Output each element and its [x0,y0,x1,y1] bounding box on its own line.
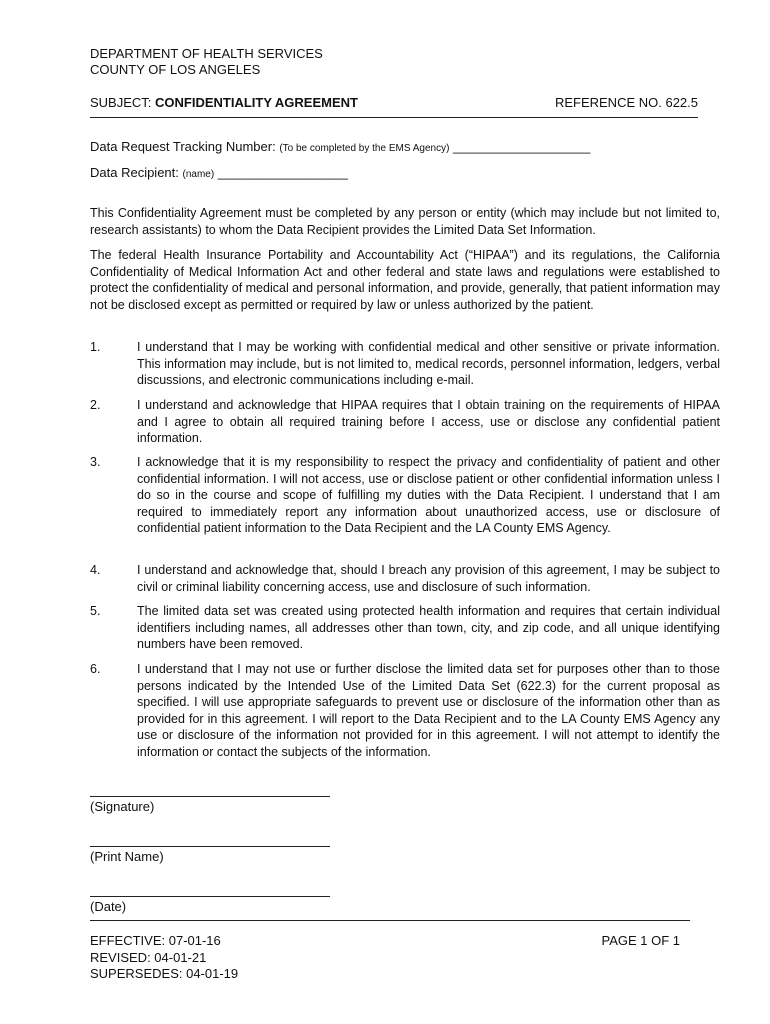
item-number: 5. [90,604,101,618]
tracking-number-note: (To be completed by the EMS Agency) [279,143,450,154]
item-number: 1. [90,340,101,354]
subject-title: CONFIDENTIALITY AGREEMENT [155,95,358,110]
tracking-number-blank: ___________________ [449,139,591,154]
header-divider [90,117,698,118]
subject-row [90,95,698,111]
item-text: I understand and acknowledge that, should I breach any provision of this agreement, I may be subject to civil or criminal liability concerning access, use and disclosure of such information. [137,563,720,594]
effective-date: EFFECTIVE: 07-01-16 [90,933,221,948]
supersedes-date: SUPERSEDES: 04-01-19 [90,966,239,981]
subject-prefix: SUBJECT: [90,95,156,110]
county-name: COUNTY OF LOS ANGELES [90,62,261,77]
item-text: I understand and acknowledge that HIPAA requires that I obtain training on the requirements of HIPAA and I agree to obtain all required training before I access, use or disclose any confidential patient information. [137,398,720,445]
signature-line[interactable] [90,796,330,797]
intro-paragraph-2: The federal Health Insurance Portability and Accountability Act (“HIPAA”) and its regulations, the California Confidentiality of Medical Information Act and other federal and state laws and regulations were established to protect the confidentiality of medical and personal information, and provide, generally, that patient information may not be disclosed except as permitted or required by law or unless authorized by the patient. [90,248,720,312]
data-recipient-label: Data Recipient: [90,165,183,180]
print-name-label: (Print Name) [90,849,164,864]
page-number: PAGE 1 OF 1 [601,933,680,948]
item-number: 2. [90,398,101,412]
reference-number: REFERENCE NO. 622.5 [554,95,698,110]
department-name: DEPARTMENT OF HEALTH SERVICES [90,46,323,61]
data-recipient-field [90,165,348,183]
date-label: (Date) [90,899,127,914]
item-number: 3. [90,455,101,469]
print-name-line[interactable] [90,846,330,847]
data-recipient-note: (name) [182,169,215,180]
tracking-number-field [90,139,590,157]
item-number: 6. [90,662,101,676]
item-text: I acknowledge that it is my responsibility to respect the privacy and confidentiality of patient and other confidential information. I will not access, use or disclose patient or other confidential information unless I do so in the course and scope of fulfilling my duties with the Data Recipient. I understand that I am required to immediately report any information about unauthorized access, use or disclosure of confidential patient information to the Data Recipient and the LA County EMS Agency. [137,455,720,535]
item-number: 4. [90,563,101,577]
intro-paragraph-1: This Confidentiality Agreement must be completed by any person or entity (which may include but not limited to, research assistants) to whom the Data Recipient provides the Limited Data Set Information. [90,206,720,237]
tracking-number-label: Data Request Tracking Number: [90,139,280,154]
item-text: I understand that I may be working with confidential medical and other sensitive or private information. This information may include, but is not limited to, medical records, personnel information, ledgers, verbal discussions, and electronic communications including e-mail. [137,340,720,387]
footer-dates [90,933,238,983]
item-text: I understand that I may not use or further disclose the limited data set for purposes other than to those persons indicated by the Intended Use of the Limited Data Set (622.3) for the current proposal as specified. I will use appropriate safeguards to prevent use or disclosure of the information other than as provided for in this agreement. I will report to the Data Recipient and to the LA County EMS Agency any use or disclosure of the information not provided for in this agreement. I will not attempt to identify the information or contact the subjects of the information. [137,662,720,759]
document-header [90,46,323,78]
data-recipient-blank: __________________ [214,165,348,180]
footer-divider [90,920,690,921]
revised-date: REVISED: 04-01-21 [90,949,207,965]
item-text: The limited data set was created using protected health information and requires that certain individual identifiers including names, all addresses other than town, city, and zip code, and all unique identifying numbers have been removed. [137,604,720,651]
signature-label: (Signature) [90,799,155,814]
date-line[interactable] [90,896,330,897]
